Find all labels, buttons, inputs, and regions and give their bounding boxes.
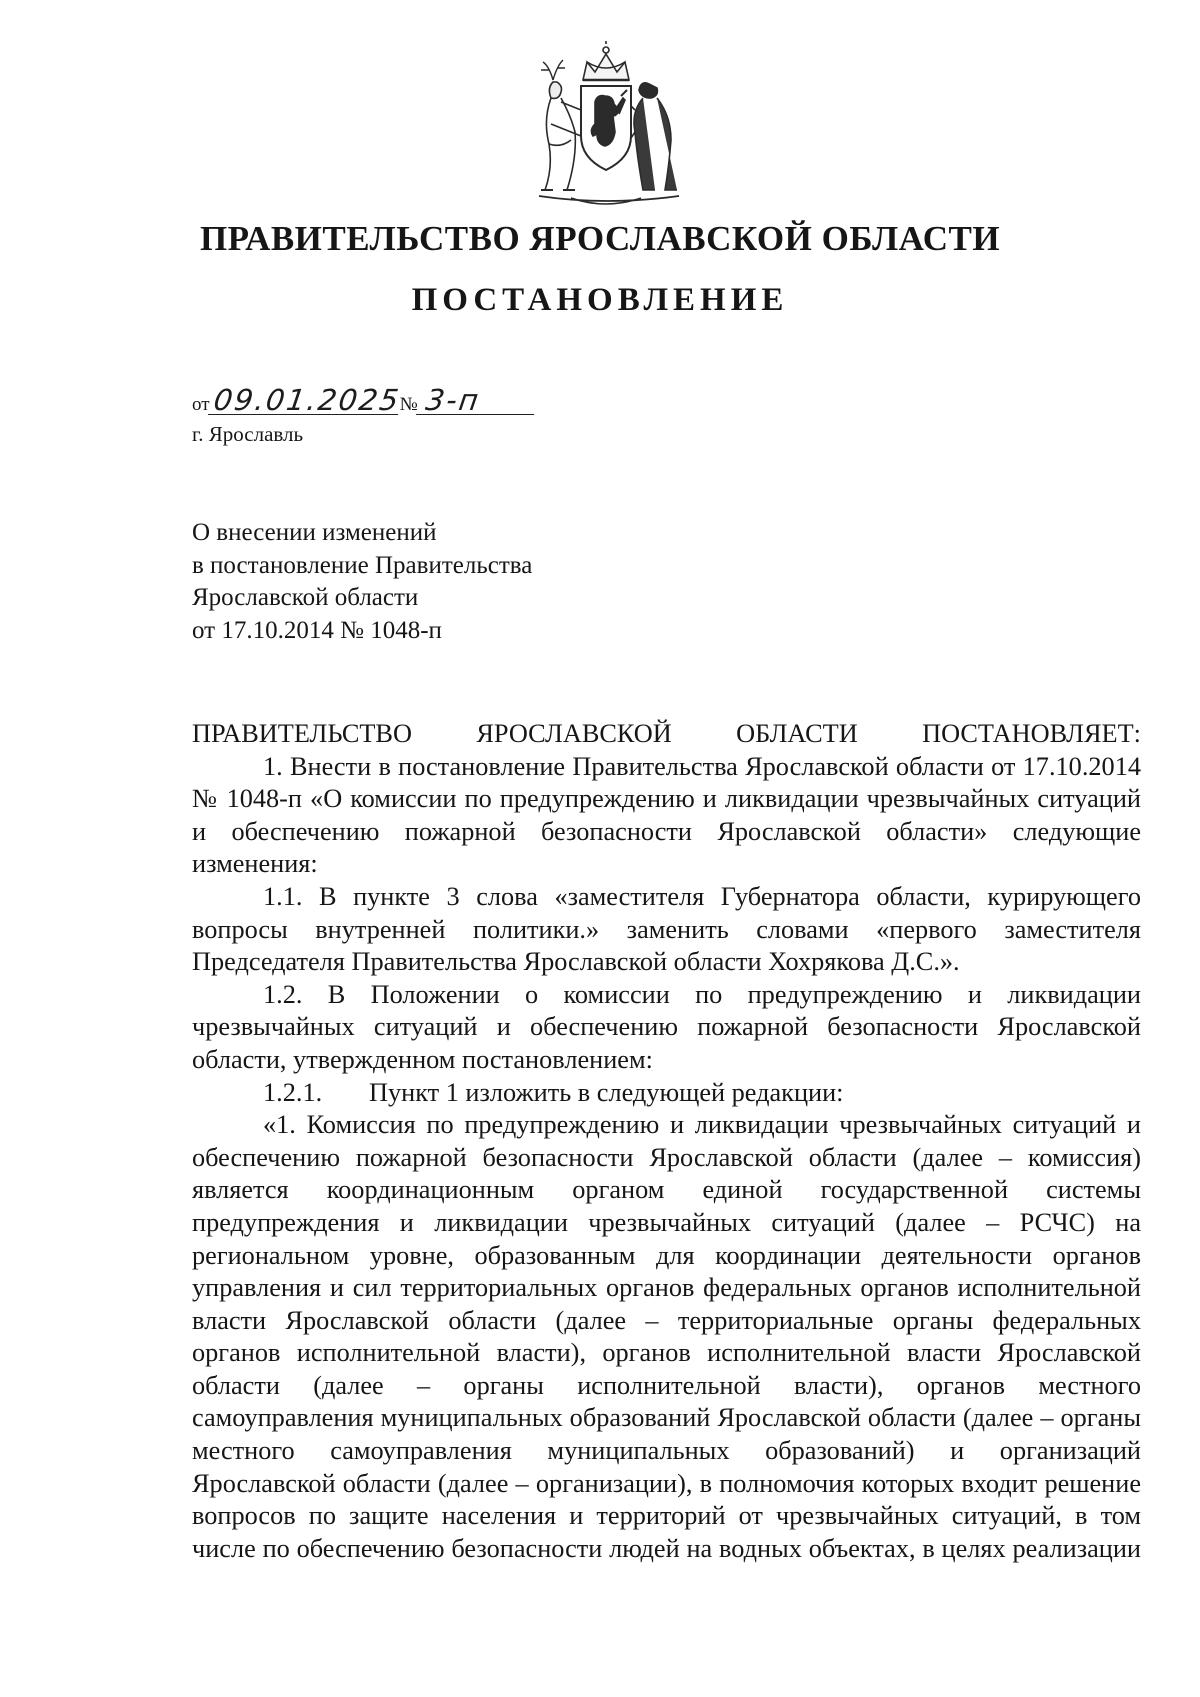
subject-line: О внесении изменений xyxy=(192,519,437,546)
quoted-paragraph: «1. Комиссия по предупреждению и ликвидации чрезвычайных ситуаций и обеспечению пожарной безопасности Ярославской области (далее – комиссия) является координационным органом единой государственной системы предупреждения и ликвидации чрезвычайных ситуаций (далее – РСЧС) на региональном уровне, образованным для координации деятельности органов управления и сил территориальных органов федеральных органов исполнительной власти Ярославской области (далее – территориальные органы федеральных органов исполнительной власти), органов исполнительной власти Ярославской области (далее – органы исполнительной власти), органов местного самоуправления муниципальных образований Ярославской области (далее – органы местного самоуправления муниципальных образований) и организаций Ярославской области (далее – организации), в полномочия которых входит решение вопросов по защите населения и территорий от чрезвычайных ситуаций, в том числе по обеспечению безопасности людей на водных объектах, в целях реализации xyxy=(192,1110,1141,1563)
yaroslavl-coat-of-arms-icon xyxy=(531,40,681,212)
date-number-line xyxy=(192,383,536,417)
number-prefix: № xyxy=(399,394,418,415)
paragraph-1: 1. Внести в постановление Правительства Ярославской области от 17.10.2014 № 1048-п «О комиссии по предупреждению и ликвидации чрезвычайных ситуаций и обеспечению пожарной безопасности Ярославской области» следующие изменения: xyxy=(192,751,1141,879)
subject-line: от 17.10.2014 № 1048-п xyxy=(192,616,442,644)
paragraph-1-1: 1.1. В пункте 3 слова «заместителя Губернатора области, курирующего вопросы внутренней политики.» заменить словами «первого заместителя Председателя Правительства Ярославской области Хохрякова Д.С.». xyxy=(192,881,1141,977)
paragraph-1-2: 1.2. В Положении о комиссии по предупреждению и ликвидации чрезвычайных ситуаций и обеспечению пожарной безопасности Ярославской области, утвержденном постановлением: xyxy=(192,979,1141,1074)
paragraph-1-2-1-text: Пункт 1 изложить в следующей редакции: xyxy=(369,1077,844,1107)
date-prefix: от xyxy=(192,394,210,415)
document-body xyxy=(192,718,1141,1565)
paragraph-1-2-1 xyxy=(192,1077,1141,1110)
handwritten-date: 09.01.2025 xyxy=(208,386,402,415)
handwritten-number: 3-п xyxy=(416,386,538,415)
government-title: ПРАВИТЕЛЬСТВО ЯРОСЛАВСКОЙ ОБЛАСТИ xyxy=(199,219,1001,258)
subject-line: в постановление Правительства xyxy=(192,551,533,579)
city-label: г. Ярославль xyxy=(192,422,304,446)
paragraph-1-2-1-number: 1.2.1. xyxy=(263,1077,323,1107)
decree-heading: ПРАВИТЕЛЬСТВО ЯРОСЛАВСКОЙ ОБЛАСТИ ПОСТАНОВЛЯЕТ: xyxy=(192,719,1141,748)
subject-line: Ярославской области xyxy=(192,584,419,611)
document-type-title: ПОСТАНОВЛЕНИЕ xyxy=(411,282,789,318)
document-subject xyxy=(192,517,532,647)
